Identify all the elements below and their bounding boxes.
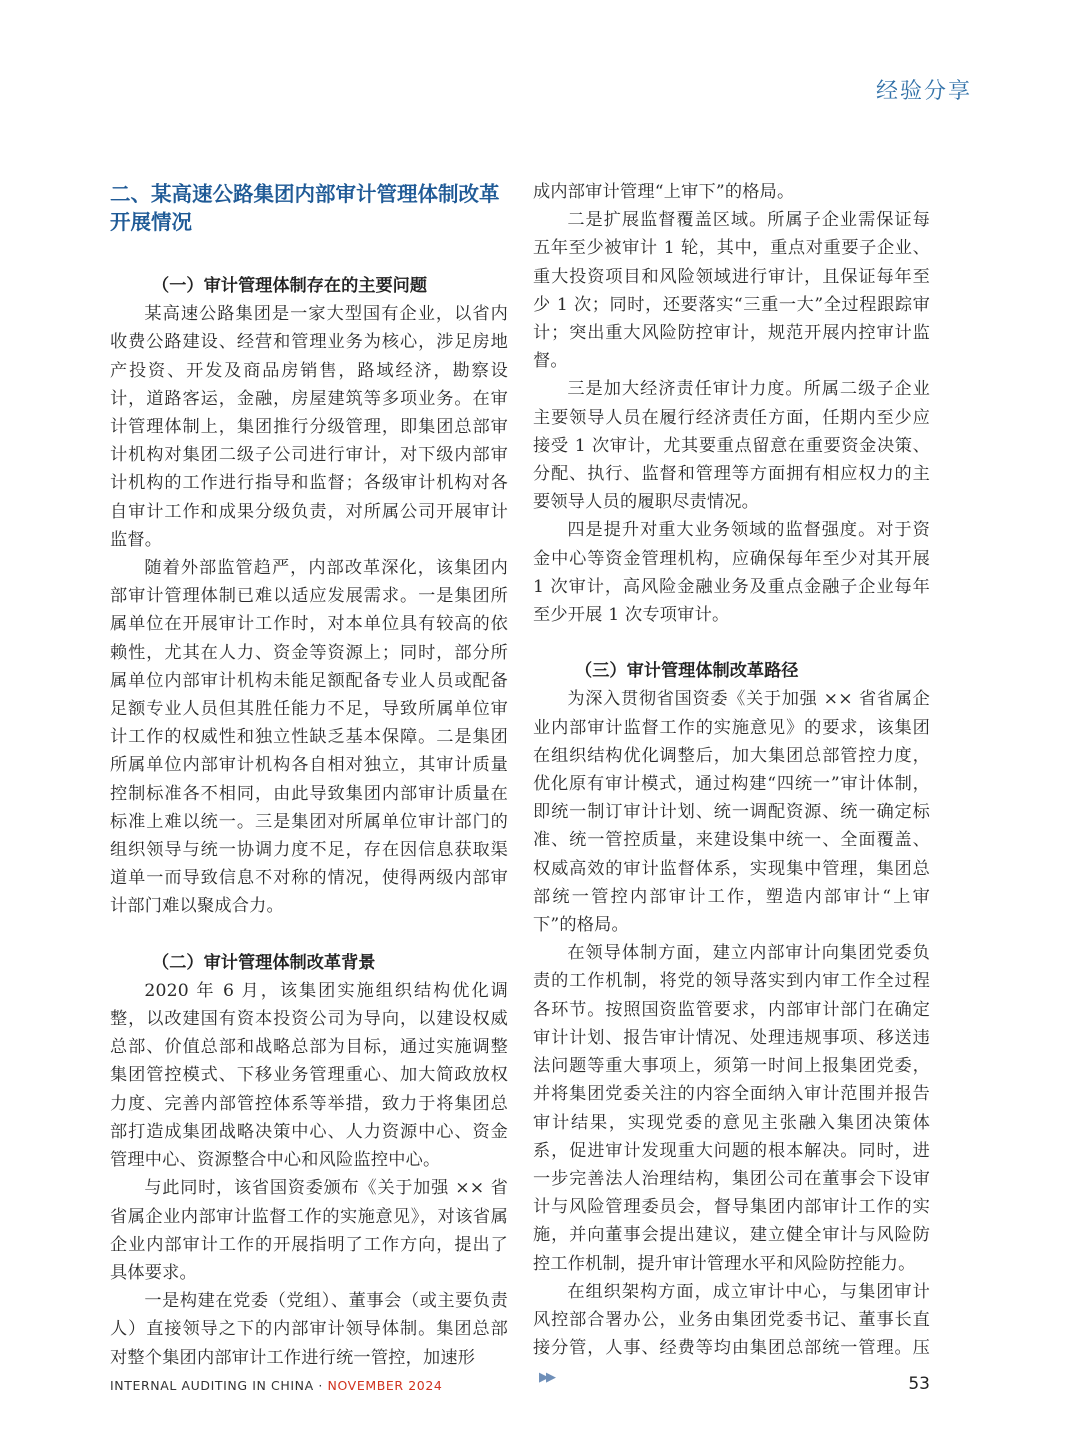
paragraph-last <box>533 1278 930 1393</box>
paragraph: 三是加大经济责任审计力度。所属二级子企业主要领导人员在履行经济责任方面，任期内至少应接受 1 次审计，尤其要重点留意在重要资金决策、分配、执行、监督和管理等方面拥有相应权力的主要领导人员的履职尽责情况。 <box>533 379 930 513</box>
paragraph: 2020 年 6 月，该集团实施组织结构优化调整，以改建国有资本投资公司为导向，以建设权威总部、价值总部和战略总部为目标，通过实施调整集团管控模式、下移业务管理重心、加大简政放权力度、完善内部管控体系等举措，致力于将集团总部打造成集团战略决策中心、人力资源中心、资金管理中心、资源整合中心和风险监控中心。 <box>110 980 508 1171</box>
issue-date: NOVEMBER 2024 <box>327 1378 443 1393</box>
section-label: 经验分享 <box>875 79 972 104</box>
paragraph: 某高速公路集团是一家大型国有企业，以省内收费公路建设、经营和管理业务为核心，涉足房地产投资、开发及商品房销售，路域经济，勘察设计，道路客运，金融，房屋建筑等多项业务。在审计管理体制上，集团推行分级管理，即集团总部审计机构对集团二级子公司进行审计，对下级内部审计机构的工作进行指导和监督；各级审计机构对各自审计工作和成果分级负责，对所属公司开展审计监督。 <box>110 304 508 550</box>
subheading-problems: （一）审计管理体制存在的主要问题 <box>152 276 428 296</box>
paragraph: 成内部审计管理“上审下”的格局。 <box>533 182 795 202</box>
subheading-background: （二）审计管理体制改革背景 <box>152 952 376 973</box>
paragraph: 为深入贯彻省国资委《关于加强 ×× 省省属企业内部审计监督工作的实施意见》的要求，该集团在组织结构优化调整后，加大集团总部管控力度，优化原有审计模式，通过构建“四统一”审计体制，即统一制订审计计划、统一调配资源、统一确定标准、统一管控质量，来建设集中统一、全面覆盖、权威高效的审计监督体系，实现集中管理，集团总部统一管控内部审计工作，塑造内部审计“上审下”的格局。 <box>533 689 930 936</box>
left-column <box>110 178 508 1372</box>
paragraph: 一是构建在党委（党组）、董事会（或主要负责人）直接领导之下的内部审计领导体制。集团总部对整个集团内部审计工作进行统一管控，加速形 <box>110 1291 508 1368</box>
paragraph: 二是扩展监督覆盖区域。所属子企业需保证每五年至少被审计 1 轮，其中，重点对重要子企业、重大投资项目和风险领域进行审计，且保证每年至少 1 次；同时，还要落实“三重一大”全过程跟踪审计；突出重大风险防控审计，规范开展内控审计监督。 <box>533 210 930 372</box>
paragraph: 随着外部监管趋严，内部改革深化，该集团内部审计管理体制已难以适应发展需求。一是集团所属单位在开展审计工作时，对本单位具有较高的依赖性，尤其在人力、资金等资源上；同时，部分所属单位内部审计机构未能足额配备专业人员或配备足额专业人员但其胜任能力不足，导致所属单位审计工作的权威性和独立性缺乏基本保障。二是集团所属单位内部审计机构各自相对独立，其审计质量控制标准各不相同，由此导致集团内部审计质量在标准上难以统一。三是集团对所属单位审计部门的组织领导与统一协调力度不足，存在因信息获取渠道单一而导致信息不对称的情况，使得两级内部审计部门难以聚成合力。 <box>110 558 508 917</box>
footer-magazine-line <box>110 1378 442 1393</box>
page-number: 53 <box>908 1374 930 1394</box>
subheading-path: （三）审计管理体制改革路径 <box>575 661 799 682</box>
paragraph: 与此同时，该省国资委颁布《关于加强 ×× 省省属企业内部审计监督工作的实施意见》，对该省属企业内部审计工作的开展指明了工作方向，提出了具体要求。 <box>110 1178 508 1283</box>
paragraph: 四是提升对重大业务领域的监督强度。对于资金中心等资金管理机构，应确保每年至少对其开展 1 次审计，高风险金融业务及重点金融子企业每年至少开展 1 次专项审计。 <box>533 520 930 626</box>
section-heading: 二、某高速公路集团内部审计管理体制改革开展情况 <box>110 182 500 234</box>
magazine-name: INTERNAL AUDITING IN CHINA · <box>110 1378 328 1393</box>
continue-arrow-icon: ▶▶ <box>539 1370 553 1386</box>
paragraph-text: 在组织架构方面，成立审计中心，与集团审计风控部合署办公，业务由集团党委书记、董事长直接分管，人事、经费等均由集团总部统一管理。压 <box>533 1281 930 1359</box>
right-column <box>533 178 930 1393</box>
paragraph: 在领导体制方面，建立内部审计向集团党委负责的工作机制，将党的领导落实到内审工作全过程各环节。按照国资监管要求，内部审计部门在确定审计计划、报告审计情况、处理违规事项、移送违法问题等重大事项上，须第一时间上报集团党委，并将集团党委关注的内容全面纳入审计范围并报告审计结果，实现党委的意见主张融入集团决策体系，促进审计发现重大问题的根本解决。同时，进一步完善法人治理结构，集团公司在董事会下设审计与风险管理委员会，督导集团内部审计工作的实施，并向董事会提出建议，建立健全审计与风险防控工作机制，提升审计管理水平和风险防控能力。 <box>533 943 930 1274</box>
